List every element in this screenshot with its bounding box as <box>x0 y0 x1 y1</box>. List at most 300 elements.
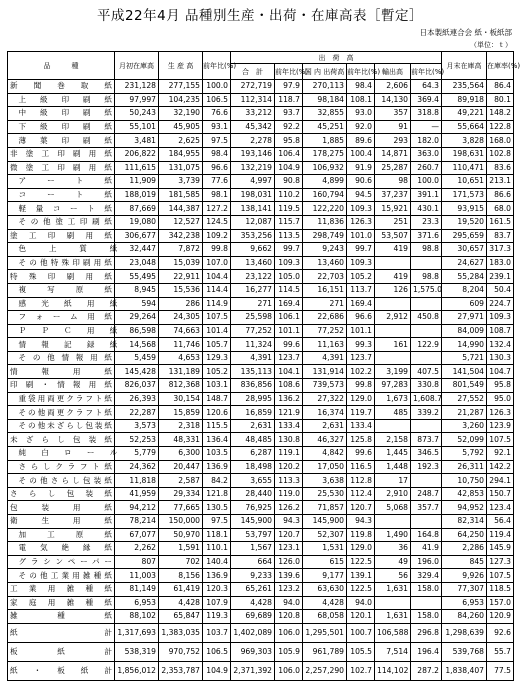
value-cell: 100.0 <box>203 80 231 94</box>
value-cell: 102.2 <box>347 365 375 379</box>
value-cell: 109.3 <box>487 311 514 325</box>
value-cell: 1,673 <box>375 392 411 406</box>
value-cell: 25,287 <box>375 161 411 175</box>
table-row <box>8 202 514 216</box>
value-cell: 836,856 <box>231 379 275 393</box>
value-cell: 9,177 <box>303 569 347 583</box>
value-cell: 136.4 <box>203 433 231 447</box>
value-cell <box>375 324 411 338</box>
value-cell: 2,278 <box>231 134 275 148</box>
value-cell: 93,915 <box>442 202 487 216</box>
value-cell: 6,287 <box>231 447 275 461</box>
value-cell: 136.9 <box>203 569 231 583</box>
value-cell: 94,952 <box>442 501 487 515</box>
value-cell: 182.0 <box>411 134 442 148</box>
value-cell: 93.7 <box>275 107 303 121</box>
value-cell: 95.0 <box>487 392 514 406</box>
value-cell: 4,428 <box>231 596 275 610</box>
value-cell: 29,334 <box>159 487 203 501</box>
value-cell: 89,918 <box>442 93 487 107</box>
value-cell: 126.3 <box>347 215 375 229</box>
indent-cell <box>8 447 17 461</box>
value-cell: 183.0 <box>487 256 514 270</box>
product-name-cell: フ ォ ー ム 用 紙 <box>17 311 115 325</box>
value-cell: 109.2 <box>203 229 231 243</box>
value-cell: 15,039 <box>159 256 203 270</box>
value-cell: 158.0 <box>411 582 442 596</box>
value-cell: 61,419 <box>159 582 203 596</box>
value-cell: 113.5 <box>275 229 303 243</box>
value-cell: 87,669 <box>115 202 159 216</box>
value-cell: 120.3 <box>203 582 231 596</box>
value-cell: 2,158 <box>375 433 411 447</box>
value-cell: 2,371,392 <box>231 661 275 680</box>
table-row <box>8 392 514 406</box>
value-cell: 122.9 <box>411 338 442 352</box>
product-name-cell: 感 光 紙 用 紙 <box>17 297 115 311</box>
value-cell: 13,460 <box>231 256 275 270</box>
value-cell: 145.9 <box>487 542 514 556</box>
table-row <box>8 80 514 94</box>
product-name-cell: 塗 工 印 刷 用 紙 <box>8 229 115 243</box>
value-cell: 50,243 <box>115 107 159 121</box>
value-cell: 24,362 <box>115 460 159 474</box>
value-cell: 109.3 <box>347 202 375 216</box>
header-export-yoy: 前年比(%) <box>411 64 442 80</box>
value-cell: 84,009 <box>442 324 487 338</box>
value-cell: 369.4 <box>411 93 442 107</box>
value-cell: 114.5 <box>275 283 303 297</box>
value-cell: 9,926 <box>442 569 487 583</box>
value-cell: 27,322 <box>303 392 347 406</box>
indent-cell <box>8 311 17 325</box>
value-cell: 2,631 <box>231 419 275 433</box>
table-row <box>8 582 514 596</box>
value-cell: 16,151 <box>303 283 347 297</box>
value-cell: 114.9 <box>203 297 231 311</box>
product-name-cell: 情 報 用 紙 <box>8 365 115 379</box>
value-cell: 83.6 <box>487 161 514 175</box>
value-cell: 450.8 <box>411 311 442 325</box>
value-cell: 133.4 <box>347 419 375 433</box>
value-cell: 11,003 <box>115 569 159 583</box>
table-row <box>8 351 514 365</box>
header-domestic: 国 内 出荷高 <box>303 64 347 80</box>
value-cell: 122.5 <box>347 555 375 569</box>
value-cell: 184,955 <box>159 147 203 161</box>
value-cell: 391.1 <box>411 188 442 202</box>
value-cell: 1,531 <box>303 542 347 556</box>
value-cell: 45,342 <box>231 120 275 134</box>
value-cell: 485 <box>375 406 411 420</box>
value-cell: 296.8 <box>411 623 442 642</box>
value-cell: 139.6 <box>275 569 303 583</box>
value-cell: 3,573 <box>115 419 159 433</box>
product-name-cell: 中 級 印 刷 紙 <box>17 107 115 121</box>
table-row <box>8 555 514 569</box>
value-cell: — <box>411 120 442 134</box>
value-cell: 235,564 <box>442 80 487 94</box>
value-cell: 64,250 <box>442 528 487 542</box>
value-cell: 845 <box>442 555 487 569</box>
product-name-cell: グラシンペーパー <box>17 555 115 569</box>
indent-cell <box>8 215 17 229</box>
product-name-cell: その他未ざらし包装紙 <box>17 419 115 433</box>
value-cell: 113.3 <box>275 474 303 488</box>
value-cell: 169.4 <box>275 297 303 311</box>
product-name-cell: その他情報用紙 <box>17 351 115 365</box>
value-cell: 1,575.0 <box>411 283 442 297</box>
value-cell: 22,703 <box>303 270 347 284</box>
value-cell: 98.8 <box>411 243 442 257</box>
value-cell: 55,284 <box>442 270 487 284</box>
value-cell <box>375 596 411 610</box>
table-row <box>8 379 514 393</box>
value-cell: 108.6 <box>275 379 303 393</box>
product-name-cell: 板 紙 計 <box>8 642 115 661</box>
value-cell: 142.2 <box>487 460 514 474</box>
value-cell: 178,275 <box>303 147 347 161</box>
value-cell: 98.8 <box>411 270 442 284</box>
value-cell: 123.2 <box>275 582 303 596</box>
value-cell: 36 <box>375 542 411 556</box>
value-cell: 23.3 <box>411 215 442 229</box>
value-cell: 106.4 <box>275 147 303 161</box>
value-cell: 12,527 <box>159 215 203 229</box>
value-cell: 251 <box>375 215 411 229</box>
value-cell: 99.8 <box>347 379 375 393</box>
value-cell: 188,019 <box>115 188 159 202</box>
table-row <box>8 515 514 529</box>
value-cell: 169.4 <box>347 297 375 311</box>
value-cell: 2,631 <box>303 419 347 433</box>
value-cell: 193,146 <box>231 147 275 161</box>
value-cell: 272,719 <box>231 80 275 94</box>
value-cell: 407.5 <box>411 365 442 379</box>
value-cell: 330.8 <box>411 379 442 393</box>
value-cell: 126.0 <box>275 555 303 569</box>
value-cell: 1,608.7 <box>411 392 442 406</box>
value-cell: 103.1 <box>203 379 231 393</box>
value-cell: 1,490 <box>375 528 411 542</box>
product-name-cell: 軽 量 コ ー ト 紙 <box>17 202 115 216</box>
value-cell: 15,859 <box>159 406 203 420</box>
value-cell: 609 <box>442 297 487 311</box>
value-cell: 615 <box>303 555 347 569</box>
value-cell: 224.7 <box>487 297 514 311</box>
product-name-cell: ア ー ト 紙 <box>17 175 115 189</box>
value-cell: 22,911 <box>159 270 203 284</box>
value-cell: 4,391 <box>303 351 347 365</box>
value-cell: 4,391 <box>231 351 275 365</box>
value-cell: 28,995 <box>231 392 275 406</box>
value-cell: 71,857 <box>303 501 347 515</box>
value-cell: 97.5 <box>203 515 231 529</box>
value-cell: 10,750 <box>442 474 487 488</box>
value-cell: 196.4 <box>411 642 442 661</box>
header-production-yoy: 前年比(%) <box>203 52 231 80</box>
header-domestic-yoy: 前年比(%) <box>347 64 375 80</box>
value-cell: 105.9 <box>275 642 303 661</box>
product-name-cell: 家 庭 用 雑 種 紙 <box>8 596 115 610</box>
value-cell: 213.1 <box>487 175 514 189</box>
value-cell: 94.5 <box>347 188 375 202</box>
value-cell: 27,552 <box>442 392 487 406</box>
product-name-cell: 色 上 質 紙 <box>17 243 115 257</box>
table-row <box>8 256 514 270</box>
value-cell: 121.9 <box>275 406 303 420</box>
value-cell: 41.9 <box>411 542 442 556</box>
product-name-cell: 非塗工印刷用紙 <box>8 147 115 161</box>
value-cell: 65,847 <box>159 610 203 624</box>
value-cell: 11,163 <box>303 338 347 352</box>
product-name-cell: 薄 葉 印 刷 紙 <box>17 134 115 148</box>
value-cell <box>375 297 411 311</box>
value-cell: 298,749 <box>303 229 347 243</box>
value-cell: 127.2 <box>203 202 231 216</box>
table-row <box>8 311 514 325</box>
value-cell: 89.6 <box>347 134 375 148</box>
indent-cell <box>8 243 17 257</box>
value-cell: 329.4 <box>411 569 442 583</box>
value-cell: 15,921 <box>375 202 411 216</box>
indent-cell <box>8 188 17 202</box>
table-row <box>8 474 514 488</box>
product-name-cell: その他さらし包装紙 <box>17 474 115 488</box>
product-name-cell: コ ー ト 紙 <box>17 188 115 202</box>
value-cell: 103.5 <box>203 447 231 461</box>
value-cell: 50,970 <box>159 528 203 542</box>
value-cell: 106.5 <box>203 93 231 107</box>
value-cell: 150.7 <box>487 487 514 501</box>
value-cell: 23,048 <box>115 256 159 270</box>
value-cell: 98,184 <box>303 93 347 107</box>
value-cell: 119.7 <box>347 406 375 420</box>
value-cell: 101.4 <box>203 324 231 338</box>
indent-cell <box>8 134 17 148</box>
value-cell: 306,677 <box>115 229 159 243</box>
value-cell: 1,885 <box>303 134 347 148</box>
table-row <box>8 93 514 107</box>
value-cell: 2,910 <box>375 487 411 501</box>
value-cell: 92.2 <box>275 120 303 134</box>
value-cell: 30,154 <box>159 392 203 406</box>
product-name-cell: 加 工 原 紙 <box>17 528 115 542</box>
value-cell: 92.0 <box>347 120 375 134</box>
value-cell: 106.0 <box>275 623 303 642</box>
page-title: 平成22年4月 品種別生産・出荷・在庫高表［暫定］ <box>96 8 424 24</box>
value-cell: 108.7 <box>487 324 514 338</box>
value-cell: 107.5 <box>203 311 231 325</box>
value-cell: 107.0 <box>203 256 231 270</box>
value-cell: 101.1 <box>275 324 303 338</box>
value-cell: 145,900 <box>303 515 347 529</box>
indent-cell <box>8 419 17 433</box>
value-cell: 98.4 <box>347 80 375 94</box>
value-cell: 6,300 <box>159 447 203 461</box>
value-cell: 28,440 <box>231 487 275 501</box>
value-cell: 239.1 <box>487 270 514 284</box>
value-cell: 123.4 <box>487 501 514 515</box>
table-row <box>8 283 514 297</box>
value-cell: 145,428 <box>115 365 159 379</box>
value-cell: 1,591 <box>159 542 203 556</box>
value-cell: 664 <box>231 555 275 569</box>
value-cell: 16,374 <box>303 406 347 420</box>
value-cell: 55,101 <box>115 120 159 134</box>
value-cell: 9,233 <box>231 569 275 583</box>
value-cell: 148.2 <box>487 107 514 121</box>
value-cell: 106.1 <box>275 311 303 325</box>
product-name-cell: その他両更クラフト紙 <box>17 406 115 420</box>
indent-cell <box>8 120 17 134</box>
value-cell: 76,925 <box>231 501 275 515</box>
value-cell: 4,997 <box>231 175 275 189</box>
value-cell: 873.7 <box>411 433 442 447</box>
value-cell: 130.8 <box>275 433 303 447</box>
value-cell: 126.3 <box>487 406 514 420</box>
value-cell: 94.3 <box>275 515 303 529</box>
value-cell: 2,286 <box>442 542 487 556</box>
value-cell: 77,307 <box>442 582 487 596</box>
value-cell: 107.5 <box>487 569 514 583</box>
value-cell <box>375 256 411 270</box>
value-cell: 86.6 <box>487 188 514 202</box>
table-row <box>8 419 514 433</box>
value-cell: 29,264 <box>115 311 159 325</box>
table-row <box>8 569 514 583</box>
value-cell: 295,659 <box>442 229 487 243</box>
value-cell: 6,953 <box>442 596 487 610</box>
value-cell: 3,199 <box>375 365 411 379</box>
value-cell: 119.1 <box>275 447 303 461</box>
value-cell: 198,031 <box>231 188 275 202</box>
product-name-cell: 上 級 印 刷 紙 <box>17 93 115 107</box>
value-cell: 12,087 <box>231 215 275 229</box>
value-cell: 119.4 <box>487 528 514 542</box>
value-cell: 104.7 <box>487 365 514 379</box>
value-cell: 132,219 <box>231 161 275 175</box>
value-cell: 11,909 <box>115 175 159 189</box>
value-cell: 363.0 <box>411 147 442 161</box>
value-cell: 1,631 <box>375 582 411 596</box>
indent-cell <box>8 392 17 406</box>
value-cell: 2,262 <box>115 542 159 556</box>
value-cell: 21,287 <box>442 406 487 420</box>
table-row <box>8 596 514 610</box>
value-cell: 109.3 <box>347 256 375 270</box>
value-cell: 41,959 <box>115 487 159 501</box>
value-cell: 133.4 <box>275 419 303 433</box>
value-cell: 14,130 <box>375 93 411 107</box>
table-row <box>8 215 514 229</box>
value-cell: 126.2 <box>275 501 303 515</box>
table-row <box>8 365 514 379</box>
value-cell: 92.6 <box>487 623 514 642</box>
value-cell: 32,855 <box>303 107 347 121</box>
value-cell: 5,068 <box>375 501 411 515</box>
value-cell: 286 <box>159 297 203 311</box>
value-cell: 119.3 <box>203 610 231 624</box>
value-cell: 161 <box>375 338 411 352</box>
indent-cell <box>8 324 17 338</box>
product-name-cell: 下 級 印 刷 紙 <box>17 120 115 134</box>
indent-cell <box>8 338 17 352</box>
header-export: 輸出高 <box>375 64 411 80</box>
value-cell: 32,447 <box>115 243 159 257</box>
product-name-cell: Ｐ Ｐ Ｃ 用 紙 <box>17 324 115 338</box>
value-cell: 37,237 <box>375 188 411 202</box>
product-name-cell: 情 報 記 録 紙 <box>17 338 115 352</box>
value-cell: 19,080 <box>115 215 159 229</box>
product-name-cell: 雑 種 紙 <box>8 610 115 624</box>
value-cell: 80.1 <box>487 93 514 107</box>
value-cell: 126 <box>375 283 411 297</box>
value-cell: 96.6 <box>347 311 375 325</box>
value-cell: 115.7 <box>275 215 303 229</box>
value-cell: 1,856,012 <box>115 661 159 680</box>
value-cell: 48,485 <box>231 433 275 447</box>
value-cell: 346.5 <box>411 447 442 461</box>
value-cell: 25,598 <box>231 311 275 325</box>
value-cell: 95.8 <box>487 379 514 393</box>
value-cell: 164.8 <box>411 528 442 542</box>
value-cell: 68,058 <box>303 610 347 624</box>
product-name-cell: 工 業 用 雑 種 紙 <box>8 582 115 596</box>
value-cell: 5,779 <box>115 447 159 461</box>
value-cell: 123.7 <box>347 351 375 365</box>
indent-cell <box>8 256 17 270</box>
value-cell: 81,149 <box>115 582 159 596</box>
value-cell: 24,627 <box>442 256 487 270</box>
table-row <box>8 229 514 243</box>
table-row <box>8 243 514 257</box>
value-cell: 538,319 <box>115 642 159 661</box>
value-cell: 120.7 <box>275 528 303 542</box>
value-cell: 48,331 <box>159 433 203 447</box>
header-production: 生 産 高 <box>159 52 203 80</box>
indent-cell <box>8 283 17 297</box>
value-cell: 136.2 <box>275 392 303 406</box>
value-cell: 357 <box>375 107 411 121</box>
value-cell: 113.7 <box>347 283 375 297</box>
value-cell: 807 <box>115 555 159 569</box>
value-cell: 16,859 <box>231 406 275 420</box>
value-cell: 105.2 <box>347 270 375 284</box>
value-cell: 157.0 <box>487 596 514 610</box>
value-cell: 294.1 <box>487 474 514 488</box>
value-cell: 99.3 <box>347 338 375 352</box>
value-cell: 50.4 <box>487 283 514 297</box>
value-cell: 94.3 <box>347 515 375 529</box>
value-cell: 77,252 <box>231 324 275 338</box>
value-cell: 16,277 <box>231 283 275 297</box>
value-cell <box>411 419 442 433</box>
value-cell: 168.0 <box>487 134 514 148</box>
product-name-cell: 新 聞 巻 取 紙 <box>8 80 115 94</box>
value-cell: 120.7 <box>347 501 375 515</box>
indent-cell <box>8 175 17 189</box>
value-cell: 74,663 <box>159 324 203 338</box>
production-table <box>7 51 520 681</box>
value-cell: 27,971 <box>442 311 487 325</box>
value-cell: 248.7 <box>411 487 442 501</box>
product-name-cell: 衛 生 用 紙 <box>8 515 115 529</box>
value-cell: 19,520 <box>442 215 487 229</box>
value-cell: 95.8 <box>275 134 303 148</box>
value-cell: 8,945 <box>115 283 159 297</box>
product-name-cell: その他塗工印刷紙 <box>17 215 115 229</box>
